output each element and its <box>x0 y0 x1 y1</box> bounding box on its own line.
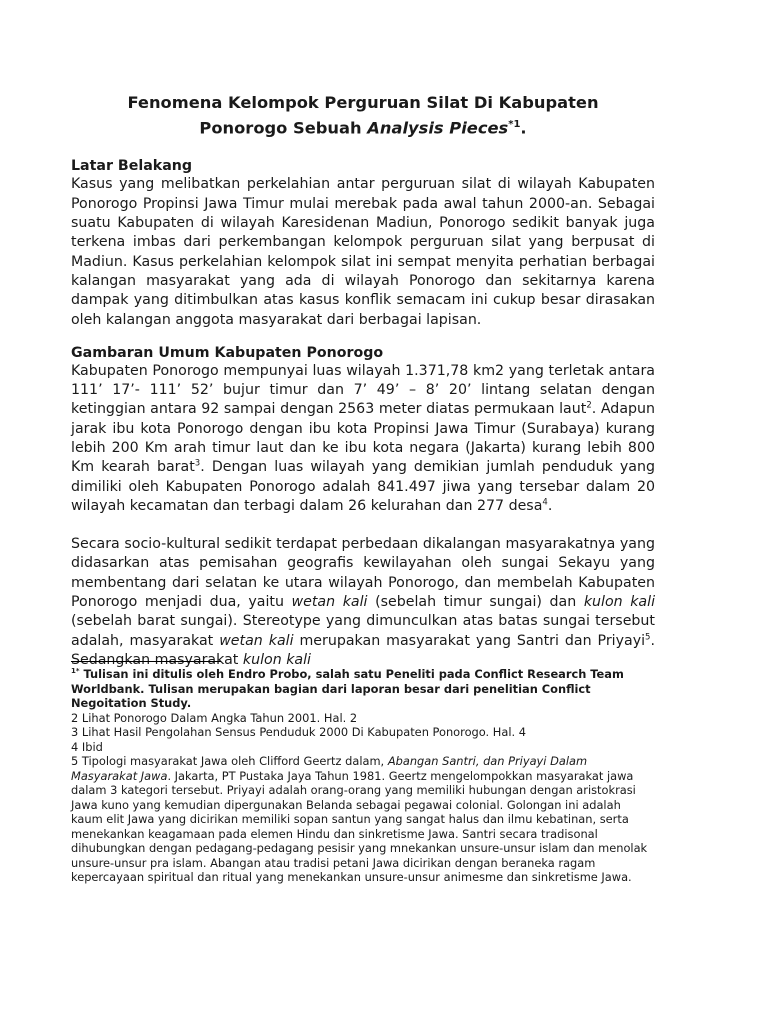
text-run: Kabupaten Ponorogo mempunyai luas wilayah 1.371,78 km2 yang terletak antara 111’ 17’- 111’ 52’ bujur timur dan 7’ 49’ – 8’ 20’ lintang selatan dengan ketinggian antara 92 sampai dengan 2563 meter diatas permukaan laut <box>71 362 655 418</box>
italic-term: wetan kali <box>219 632 294 649</box>
text-run: . Sedangkan masyarakat <box>71 632 655 668</box>
paragraph-gambaran-umum-1 <box>71 362 655 516</box>
footnote-5-book-title: Abangan Santri, dan Priyayi Dalam Masyarakat Jawa <box>71 754 588 783</box>
footnote-5-text: 5 Tipologi masyarakat Jawa oleh Clifford Geertz dalam, <box>71 754 388 768</box>
italic-term: kulon kali <box>583 594 656 611</box>
italic-term: wetan kali <box>291 594 368 611</box>
title-footnote-marker: *1 <box>508 119 521 130</box>
footnote-ref-5: 5 <box>645 631 651 642</box>
footnote-1-text: Tulisan ini ditulis oleh Endro Probo, salah satu Peneliti pada Conflict Research Team Worldbank. Tulisan merupakan bagian dari laporan besar dari penelitian Conflict Negoitation Study. <box>71 667 624 710</box>
text-run: . <box>547 497 553 514</box>
footnote-4: 4 Ibid <box>71 739 103 754</box>
section-heading-gambaran-umum: Gambaran Umum Kabupaten Ponorogo <box>71 344 384 361</box>
text-run: (sebelah barat sungai). Stereotype yang dimunculkan atas batas sungai tersebut adalah, masyarakat <box>71 613 655 649</box>
paragraph-gambaran-umum-2 <box>71 535 655 670</box>
paragraph-latar-belakang: Kasus yang melibatkan perkelahian antar perguruan silat di wilayah Kabupaten Ponorogo Propinsi Jawa Timur mulai merebak pada awal tahun 2000-an. Sebagai suatu Kabupaten di wilayah Karesidenan Madiun, Ponorogo sedikit banyak juga terkena imbas dari perkembangan kelompok perguruan silat yang berpusat di Madiun. Kasus perkelahian kelompok silat ini sempat menyita perhatian berbagai kalangan masyarakat yang ada di wilayah Ponorogo dan sekitarnya karena dampak yang ditimbulkan atas kasus konflik semacam ini cukup besar dirasakan oleh kalangan anggota masyarakat dari berbagai lapisan. <box>71 176 655 328</box>
text-run: merupakan masyarakat yang Santri dan Priyayi <box>293 632 646 649</box>
title-line-1: Fenomena Kelompok Perguruan Silat Di Kabupaten <box>127 93 599 112</box>
title-line-2-emphasis: Analysis Pieces <box>367 118 509 138</box>
footnote-2: 2 Lihat Ponorogo Dalam Angka Tahun 2001. Hal. 2 <box>71 710 358 725</box>
text-run: (sebelah timur sungai) dan <box>367 594 584 611</box>
title-line-2-prefix: Ponorogo Sebuah <box>199 118 368 138</box>
paragraph-spacer <box>71 516 655 535</box>
italic-term: kulon kali <box>242 651 311 668</box>
footnote-5-text: . Jakarta, PT Pustaka Jaya Tahun 1981. Geertz mengelompokkan masyarakat jawa dalam 3 kategori tersebut. Priyayi adalah orang-orang yang memiliki hubungan dengan aristokrasi Jawa kuno yang kemudian dipergunakan Belanda sebagai pegawai colonial. Golongan ini adalah kaum elit Jawa yang dicirikan memiliki sopan santun yang sangat halus dan ilmu kebatinan, serta menekankan keagamaan pada elemen Hindu dan sinkretisme Jawa. Santri secara tradisonal dihubungkan dengan pedagang-pedagang pesisir yang mnekankan unsure-unsur islam dan menolak unsure-unsur pra islam. Abangan atau tradisi petani Jawa dicirikan dengan beraneka ragam kepercayaan spiritual dan ritual yang menekankan unsure-unsur animesme dan sinkretisme Jawa. <box>71 768 648 884</box>
footnote-ref-4: 4 <box>542 497 548 508</box>
footnote-1-marker: 1* <box>71 667 80 676</box>
text-run: . Dengan luas wilayah yang demikian jumlah penduduk yang dimiliki oleh Kabupaten Ponorogo adalah 841.497 jiwa yang tersebar dalam 20 wilayah kecamatan dan terbagi dalam 26 kelurahan dan 277 desa <box>71 459 655 514</box>
footnote-1 <box>71 667 655 711</box>
paragraph-spacer <box>71 330 655 345</box>
footnote-separator <box>71 661 221 662</box>
footnote-3: 3 Lihat Hasil Pengolahan Sensus Penduduk 2000 Di Kabupaten Ponorogo. Hal. 4 <box>71 725 526 739</box>
document-title <box>71 92 655 139</box>
footnotes <box>71 667 655 885</box>
text-run: . Adapun jarak ibu kota Ponorogo dengan ibu kota Propinsi Jawa Timur (Surabaya) kurang lebih 200 Km arah timur laut dan ke ibu kota negara (Jakarta) kurang lebih 800 Km kearah barat <box>71 401 656 476</box>
section-heading-latar-belakang: Latar Belakang <box>71 158 193 175</box>
text-run: Secara socio-kultural sedikit terdapat perbedaan dikalangan masyarakatnya yang didasarkan atas pemisahan geografis kewilayahan oleh sungai Sekayu yang membentang dari selatan ke utara wilayah Ponorogo, dan membelah Kabupaten Ponorogo menjadi dua, yaitu <box>71 536 655 611</box>
footnote-ref-3: 3 <box>194 458 201 469</box>
footnote-5 <box>71 754 655 885</box>
title-line-2-suffix: . <box>520 118 527 138</box>
document-body <box>71 92 655 670</box>
footnote-ref-2: 2 <box>586 400 592 411</box>
